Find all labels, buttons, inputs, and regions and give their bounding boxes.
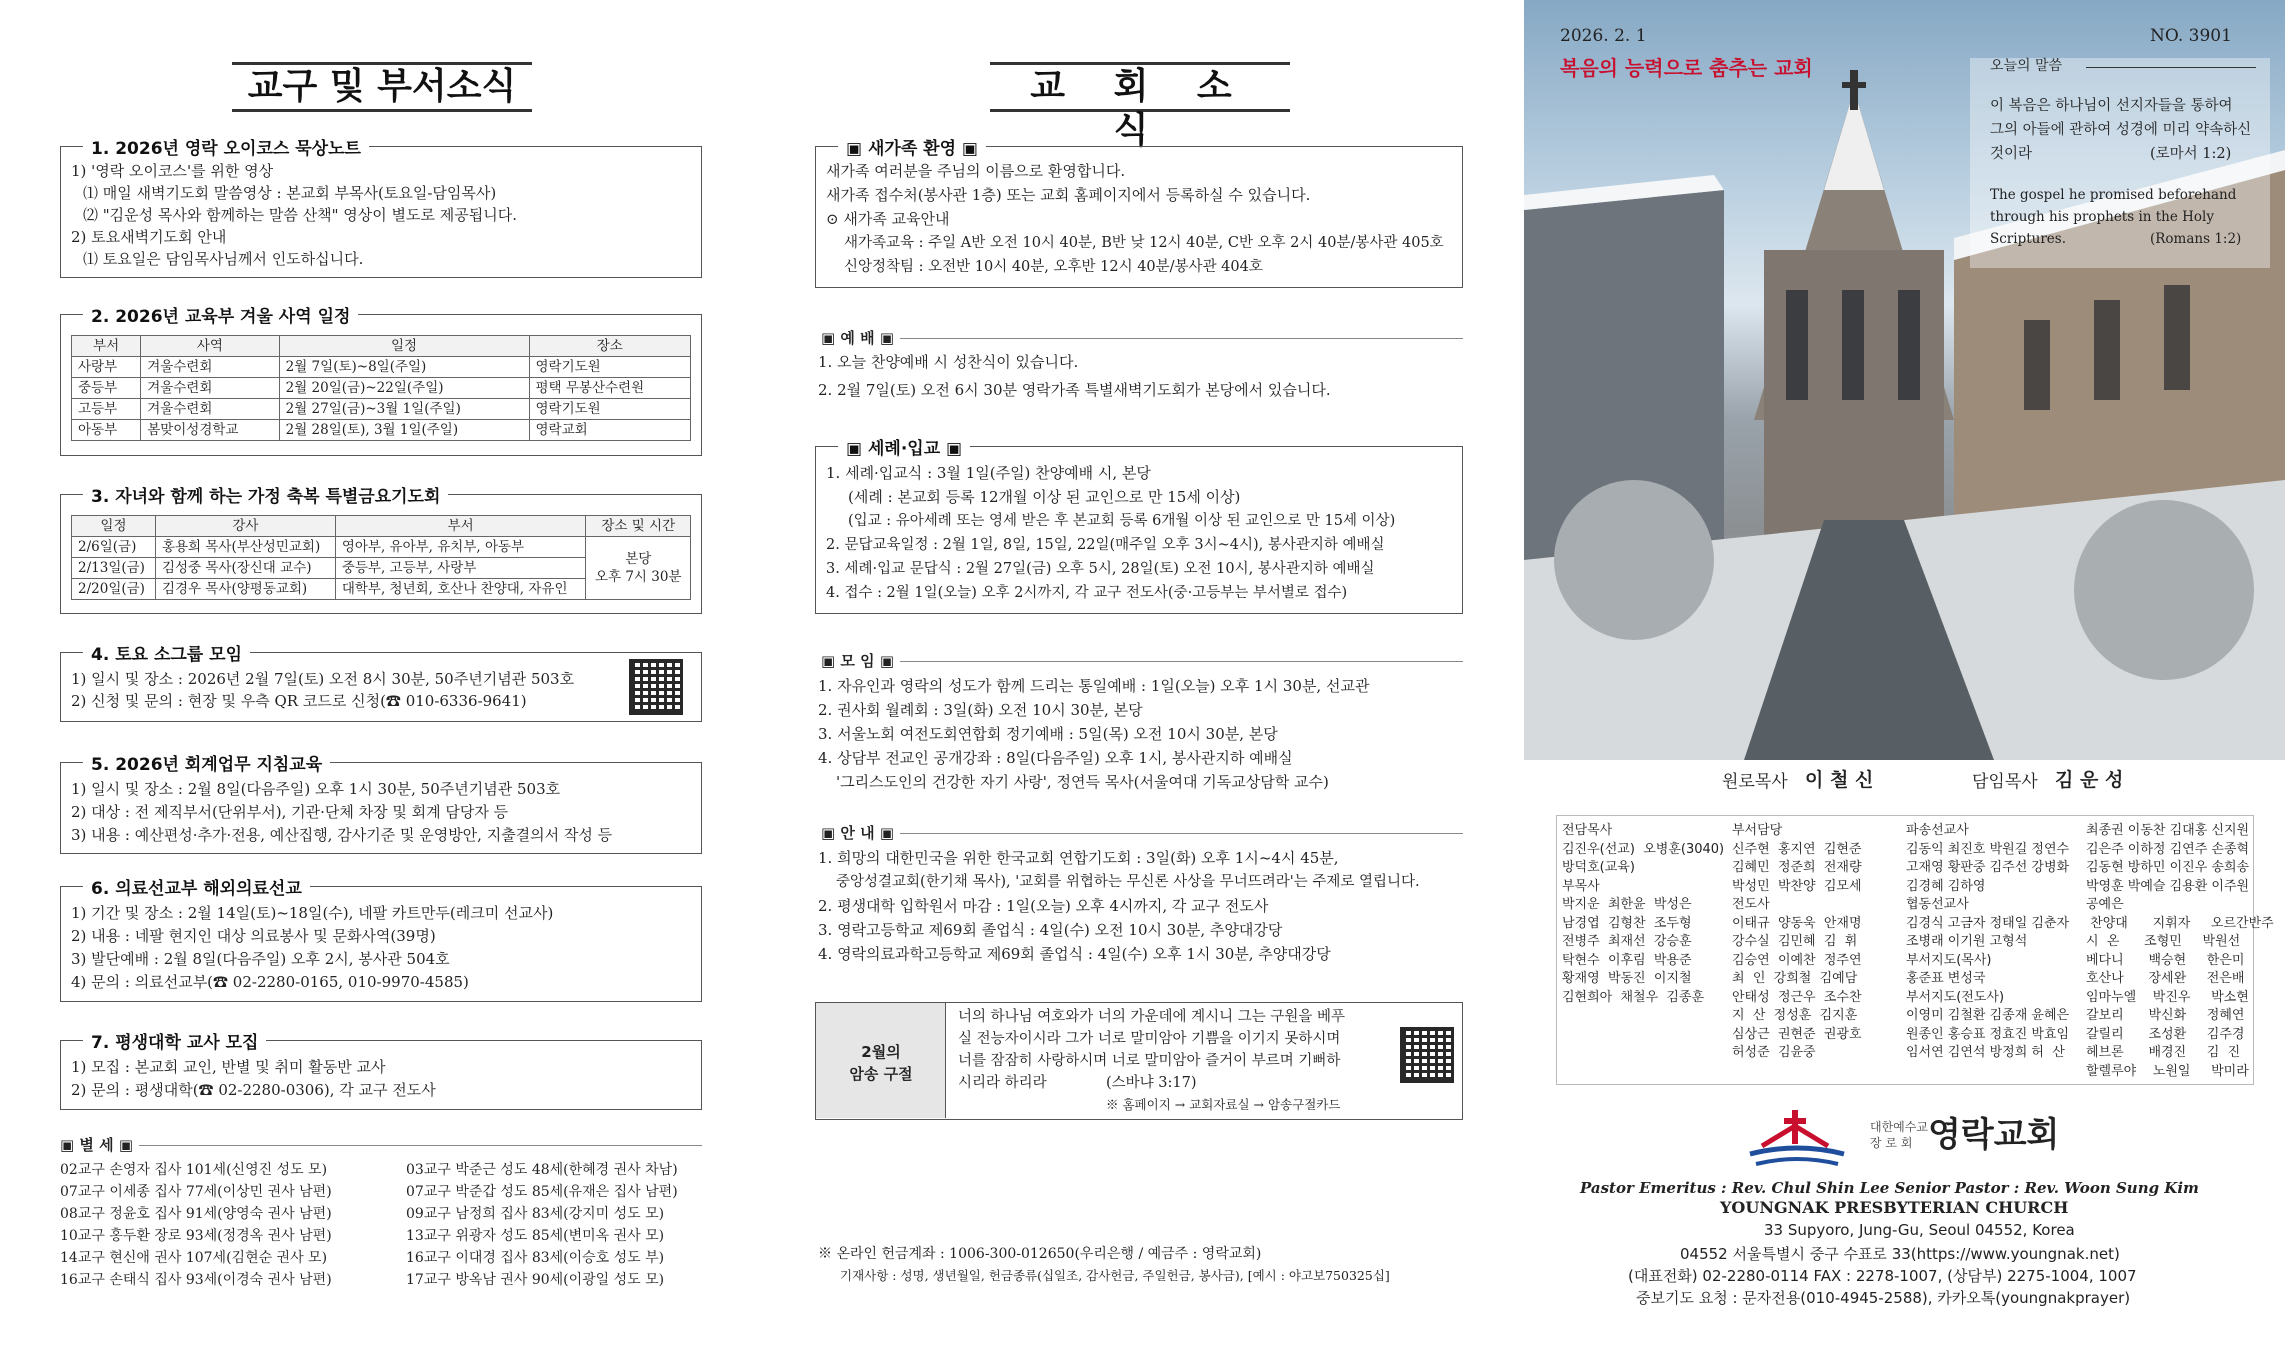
word-en-1: The gospel he promised beforehand bbox=[1990, 187, 2237, 203]
fri-col-dept: 부서 bbox=[335, 516, 586, 537]
obituary-2-4: 13교구 위광자 성도 85세(변미옥 권사 모) bbox=[406, 1228, 665, 1244]
section-medical-heading: 6. 의료선교부 해외의료선교 bbox=[83, 874, 310, 899]
cell: 고등부 bbox=[72, 399, 141, 420]
verse-line-1: 너의 하나님 여호와가 너의 가운데에 계시니 그는 구원을 베푸 bbox=[958, 1009, 1346, 1025]
oikos-line-5: ⑴ 토요일은 담임목사님께서 인도하십니다. bbox=[83, 250, 364, 268]
section-education bbox=[60, 307, 702, 456]
baptism-line-4: 2. 문답교육일정 : 2월 1일, 8일, 15일, 22일(매주일 오후 3시~4시), 봉사관지하 예배실 bbox=[826, 537, 1385, 553]
pastors-english: Pastor Emeritus : Rev. Chul Shin Lee Senior Pastor : Rev. Woon Sung Kim bbox=[1580, 1179, 2199, 1197]
oikos-line-3: ⑵ "김운성 목사와 함께하는 말씀 산책" 영상이 별도로 제공됩니다. bbox=[83, 206, 517, 224]
accounting-line-1: 1) 일시 및 장소 : 2월 8일(다음주일) 오후 1시 30분, 50주년기념관 503호 bbox=[71, 780, 561, 798]
edu-col-dept: 부서 bbox=[72, 336, 141, 357]
meeting-line-3: 3. 서울노회 여전도회연합회 정기예배 : 5일(목) 오전 10시 30분, 본당 bbox=[818, 725, 1278, 743]
baptism-heading: ▣ 세례·입교 ▣ bbox=[838, 434, 970, 459]
obituary-2-5: 16교구 이대경 집사 83세(이승호 성도 부) bbox=[406, 1250, 665, 1266]
section-accounting bbox=[60, 755, 702, 854]
guide-rule bbox=[815, 833, 1463, 834]
senior-pastor-label: 담임목사 bbox=[1972, 772, 2038, 792]
accounting-line-2: 2) 대상 : 전 제직부서(단위부서), 기관·단체 차장 및 회계 담당자 등 bbox=[71, 803, 509, 821]
new-family-line-3: ⊙ 새가족 교육안내 bbox=[826, 210, 950, 228]
middle-page-title: 교 회 소 식 bbox=[990, 62, 1290, 112]
obituary-2-1: 03교구 박준근 성도 48세(한혜경 권사 차남) bbox=[406, 1162, 678, 1178]
pastor-emeritus-label: 원로목사 bbox=[1722, 772, 1788, 792]
guide-line-1: 1. 희망의 대한민국을 위한 한국교회 연합기도회 : 3일(화) 오후 1시~4시 45분, bbox=[818, 849, 1339, 867]
worship-rule bbox=[815, 338, 1463, 339]
offering-account: ※ 온라인 헌금계좌 : 1006-300-012650(우리은행 / 예금주 : 영락교회) bbox=[818, 1246, 1262, 1262]
word-en-2: through his prophets in the Holy bbox=[1990, 209, 2214, 225]
guide-line-4: 3. 영락고등학교 제69회 졸업식 : 4일(수) 오전 10시 30분, 추양대강당 bbox=[818, 921, 1283, 939]
cell: 2월 20일(금)~22일(주일) bbox=[279, 378, 529, 399]
verse-line-4: 시리라 하리라 bbox=[958, 1075, 1047, 1091]
baptism-line-6: 4. 접수 : 2월 1일(오늘) 오후 2시까지, 각 교구 전도사(중·고등부는 부서별로 접수) bbox=[826, 585, 1348, 601]
todays-word-label: 오늘의 말씀 bbox=[1990, 58, 2063, 74]
word-label-rule bbox=[2086, 67, 2256, 68]
table-row bbox=[72, 399, 691, 420]
meeting-rule bbox=[815, 661, 1463, 662]
section-baptism bbox=[815, 439, 1463, 614]
new-family-line-4: 새가족교육 : 주일 A반 오전 10시 40분, B반 낮 12시 40분, C반 오후 2시 40분/봉사관 405호 bbox=[844, 235, 1444, 251]
obituary-2-6: 17교구 방옥남 권사 90세(이광일 성도 모) bbox=[406, 1272, 665, 1288]
teacher-line-1: 1) 모집 : 본교회 교인, 반별 및 취미 활동반 교사 bbox=[71, 1058, 386, 1076]
meeting-heading: ▣ 모 임 ▣ bbox=[815, 650, 900, 671]
obituary-heading: ▣ 별 세 ▣ bbox=[54, 1134, 139, 1155]
memory-verse-label-2: 암송 구절 bbox=[849, 1065, 913, 1083]
meeting-line-1: 1. 자유인과 영락의 성도가 함께 드리는 통일예배 : 1일(오늘) 오후 1시 30분, 선교관 bbox=[818, 677, 1370, 695]
small-group-line-1: 1) 일시 및 장소 : 2026년 2월 7일(토) 오전 8시 30분, 50주년기념관 503호 bbox=[71, 670, 575, 688]
obituary-1-2: 07교구 이세종 집사 77세(이상민 권사 남편) bbox=[60, 1184, 332, 1200]
cell: 2월 28일(토), 3월 1일(주일) bbox=[279, 420, 529, 441]
cell: 겨울수련회 bbox=[141, 357, 279, 378]
cell: 2/20일(금) bbox=[72, 579, 156, 600]
senior-pastor-name: 김 운 성 bbox=[2055, 769, 2124, 791]
edu-col-place: 장소 bbox=[529, 336, 691, 357]
guide-line-5: 4. 영락의료과학고등학교 제69회 졸업식 : 4일(수) 오후 1시 30분, 추양대강당 bbox=[818, 945, 1331, 963]
baptism-line-3: (입교 : 유아세례 또는 영세 받은 후 본교회 등록 6개월 이상 된 교인으로 만 15세 이상) bbox=[848, 513, 1396, 529]
edu-col-work: 사역 bbox=[141, 336, 279, 357]
edu-col-date: 일정 bbox=[279, 336, 529, 357]
section-small-group-heading: 4. 토요 소그룹 모임 bbox=[83, 640, 250, 665]
verse-note: ※ 홈페이지 → 교회자료실 → 암송구절카드 bbox=[1106, 1097, 1341, 1112]
fri-time: 오후 7시 30분 bbox=[594, 569, 682, 585]
obituary-1-3: 08교구 정윤호 집사 91세(양영숙 권사 남편) bbox=[60, 1206, 332, 1222]
obituary-rule bbox=[60, 1145, 702, 1146]
word-en-3: Scriptures. bbox=[1990, 231, 2067, 247]
obituary-1-4: 10교구 홍두환 장로 93세(정경옥 권사 남편) bbox=[60, 1228, 332, 1244]
church-name-en: YOUNGNAK PRESBYTERIAN CHURCH bbox=[1720, 1198, 2069, 1217]
address-korean: 04552 서울특별시 중구 수표로 33(https://www.youngnak.net) bbox=[1680, 1245, 2120, 1263]
teacher-line-2: 2) 문의 : 평생대학(☎ 02-2280-0306), 각 교구 전도사 bbox=[71, 1081, 436, 1099]
address-english: 33 Supyoro, Jung-Gu, Seoul 04552, Korea bbox=[1764, 1221, 2075, 1239]
section-friday-prayer bbox=[60, 487, 702, 614]
staff-column-4: 최종권 이동찬 김대홍 신지원 김은주 이하정 김연주 손종혁 김동현 방하민 이진우 송희송 박영훈 박예슬 김용환 이주원 공예은 찬양대 지휘자 오르간반주 시 온 조형민 박원선 베다니 백승현 한은미 호산나 장세완 전은배 임마누엘 박진우 박소현 갈보리 박신화 정혜연 갈릴리 조성환 김주경 헤브론 배경진 김 진 할렐루야 노원일 박미라 bbox=[2086, 823, 2274, 1079]
obituary-1-5: 14교구 현신애 권사 107세(김현순 권사 모) bbox=[60, 1250, 328, 1266]
education-table bbox=[71, 335, 691, 441]
memory-verse-label-1: 2월의 bbox=[861, 1043, 901, 1061]
baptism-line-2: (세례 : 본교회 등록 12개월 이상 된 교인으로 만 15세 이상) bbox=[848, 488, 1241, 506]
cell: 영아부, 유아부, 유치부, 아동부 bbox=[335, 537, 586, 558]
word-ko-ref: (로마서 1:2) bbox=[2150, 146, 2232, 162]
cell: 대학부, 청년회, 호산나 찬양대, 자유인 bbox=[335, 579, 586, 600]
cell: 중등부 bbox=[72, 378, 141, 399]
word-ko-1: 이 복음은 하나님이 선지자들을 통하여 bbox=[1990, 98, 2233, 114]
worship-heading: ▣ 예 배 ▣ bbox=[815, 327, 900, 348]
cell: 영락기도원 bbox=[529, 357, 691, 378]
table-row bbox=[72, 357, 691, 378]
meeting-line-2: 2. 권사회 월례회 : 3일(화) 오전 10시 30분, 본당 bbox=[818, 701, 1143, 719]
baptism-line-5: 3. 세례·입교 문답식 : 2월 27일(금) 오후 5시, 28일(토) 오전 10시, 봉사관지하 예배실 bbox=[826, 561, 1375, 577]
offering-note: 기재사항 : 성명, 생년월일, 헌금종류(십일조, 감사헌금, 주일헌금, 봉사금), [예시 : 야고보750325십] bbox=[840, 1268, 1390, 1283]
cell: 영락기도원 bbox=[529, 399, 691, 420]
section-small-group bbox=[60, 645, 702, 722]
meeting-line-5: '그리스도인의 건강한 자기 사랑', 정연득 목사(서울여대 기독교상담학 교수) bbox=[836, 773, 1329, 791]
oikos-line-4: 2) 토요새벽기도회 안내 bbox=[71, 228, 227, 246]
new-family-line-5: 신앙정착팀 : 오전반 10시 40분, 오후반 12시 40분/봉사관 404호 bbox=[844, 259, 1263, 275]
cell: 아동부 bbox=[72, 420, 141, 441]
fri-col-speaker: 강사 bbox=[155, 516, 335, 537]
phone-numbers: (대표전화) 02-2280-0114 FAX : 2278-1007, (상담부) 2275-1004, 1007 bbox=[1628, 1267, 2137, 1285]
cell: 김경우 목사(양평동교회) bbox=[155, 579, 335, 600]
church-logo-icon bbox=[1742, 1106, 1852, 1176]
qr-code-icon[interactable] bbox=[629, 659, 683, 715]
memory-verse-box bbox=[815, 1002, 1463, 1120]
word-en-ref: (Romans 1:2) bbox=[2150, 231, 2242, 247]
cell: 2월 7일(토)~8일(주일) bbox=[279, 357, 529, 378]
meeting-line-4: 4. 상담부 전교인 공개강좌 : 8일(다음주일) 오후 1시, 봉사관지하 예배실 bbox=[818, 749, 1293, 767]
new-family-line-2: 새가족 접수처(봉사관 1층) 또는 교회 홈페이지에서 등록하실 수 있습니다. bbox=[826, 186, 1311, 204]
new-family-heading: ▣ 새가족 환영 ▣ bbox=[838, 134, 986, 159]
cell: 사랑부 bbox=[72, 357, 141, 378]
guide-line-2: 중앙성결교회(한기채 목사), '교회를 위협하는 무신론 사상을 무너뜨려라'는 주제로 열립니다. bbox=[836, 874, 1420, 890]
obituary-2-3: 09교구 남정희 집사 83세(강지미 성도 모) bbox=[406, 1206, 665, 1222]
guide-line-3: 2. 평생대학 입학원서 마감 : 1일(오늘) 오후 4시까지, 각 교구 전도사 bbox=[818, 897, 1269, 915]
cell: 평택 무봉산수련원 bbox=[529, 378, 691, 399]
section-teacher-heading: 7. 평생대학 교사 모집 bbox=[83, 1028, 266, 1053]
church-name-ko: 영락교회 bbox=[1928, 1115, 2060, 1155]
cell: 2/13일(금) bbox=[72, 558, 156, 579]
word-ko-3: 것이라 bbox=[1990, 146, 2033, 162]
section-new-family bbox=[815, 139, 1463, 288]
church-motto: 복음의 능력으로 춤추는 교회 bbox=[1560, 56, 1813, 80]
pastor-emeritus-name: 이 철 신 bbox=[1805, 769, 1874, 791]
table-row bbox=[72, 537, 691, 558]
denomination-1: 대한예수교 bbox=[1870, 1120, 1928, 1134]
fri-place-cell bbox=[586, 537, 691, 600]
medical-line-4: 4) 문의 : 의료선교부(☎ 02-2280-0165, 010-9970-4585) bbox=[71, 973, 469, 991]
staff-column-3: 파송선교사 김동익 최진호 박원길 정연수 고재영 황판중 김주선 강병화 김경혜 김하영 협동선교사 김경식 고금자 정태일 김춘자 조병래 이기원 고형석 부서지도(목사) 홍준표 변성국 부서지도(전도사) 이영미 김철환 김종재 윤혜은 원종인 홍승표 정효진 박효임 임서연 김연석 방정희 허 산 bbox=[1906, 823, 2070, 1060]
section-friday-heading: 3. 자녀와 함께 하는 가정 축복 특별금요기도회 bbox=[83, 482, 448, 507]
issue-number: NO. 3901 bbox=[2150, 26, 2232, 46]
verse-ref: (스바냐 3:17) bbox=[1106, 1075, 1197, 1091]
baptism-line-1: 1. 세례·입교식 : 3월 1일(주일) 찬양예배 시, 본당 bbox=[826, 464, 1151, 482]
cell: 영락교회 bbox=[529, 420, 691, 441]
fri-col-place: 장소 및 시간 bbox=[586, 516, 691, 537]
medical-line-3: 3) 발단예배 : 2월 8일(다음주일) 오후 2시, 봉사관 504호 bbox=[71, 950, 450, 968]
cell: 2/6일(금) bbox=[72, 537, 156, 558]
table-row bbox=[72, 420, 691, 441]
cell: 중등부, 고등부, 사랑부 bbox=[335, 558, 586, 579]
section-medical-mission bbox=[60, 879, 702, 1002]
accounting-line-3: 3) 내용 : 예산편성·추가·전용, 예산집행, 감사기준 및 운영방안, 지출결의서 작성 등 bbox=[71, 826, 613, 844]
verse-qr-code-icon[interactable] bbox=[1400, 1027, 1454, 1083]
cell: 2월 27일(금)~3월 1일(주일) bbox=[279, 399, 529, 420]
friday-prayer-table bbox=[71, 515, 691, 600]
verse-line-3: 너를 잠잠히 사랑하시며 너로 말미암아 즐거이 부르며 기뻐하 bbox=[958, 1053, 1341, 1069]
fri-place: 본당 bbox=[625, 551, 652, 567]
staff-column-1: 전담목사 김진우(선교) 오병훈(3040) 방덕호(교육) 부목사 박지운 최한윤 박성은 남경엽 김형찬 조두형 전병주 최재선 강승훈 탁현수 이후림 박용준 황재영 박동진 이지철 김현희아 채철우 김종훈 bbox=[1562, 823, 1725, 1005]
guide-heading: ▣ 안 내 ▣ bbox=[815, 822, 900, 843]
obituary-2-2: 07교구 박준갑 성도 85세(유재은 집사 남편) bbox=[406, 1184, 678, 1200]
obituary-1-1: 02교구 손영자 집사 101세(신영진 성도 모) bbox=[60, 1162, 328, 1178]
worship-line-2: 2. 2월 7일(토) 오전 6시 30분 영락가족 특별새벽기도회가 본당에서 있습니다. bbox=[818, 381, 1331, 399]
left-page-title: 교구 및 부서소식 bbox=[232, 62, 532, 112]
prayer-request: 중보기도 요청 : 문자전용(010-4945-2588), 카카오톡(youngnakprayer) bbox=[1636, 1289, 2131, 1307]
cell: 겨울수련회 bbox=[141, 378, 279, 399]
obituary-1-6: 16교구 손태식 집사 93세(이경숙 권사 남편) bbox=[60, 1272, 332, 1288]
new-family-line-1: 새가족 여러분을 주님의 이름으로 환영합니다. bbox=[826, 162, 1126, 180]
section-oikos-heading: 1. 2026년 영락 오이코스 묵상노트 bbox=[83, 134, 369, 159]
staff-column-2: 부서담당 신주현 홍지연 김현준 김혜민 정준희 전재량 박성민 박찬양 김모세 전도사 이태규 양동욱 안재명 강수실 김민혜 김 휘 김승연 이예찬 정주연 최 인 강희철 김예담 안태성 정근우 조수찬 지 산 정성훈 김지훈 심상근 권현준 권광호 허성준 김윤중 bbox=[1732, 823, 1862, 1060]
cell: 겨울수련회 bbox=[141, 399, 279, 420]
cell: 김성중 목사(장신대 교수) bbox=[155, 558, 335, 579]
oikos-line-2: ⑴ 매일 새벽기도회 말씀영상 : 본교회 부목사(토요일-담임목사) bbox=[83, 184, 497, 202]
fri-col-date: 일정 bbox=[72, 516, 156, 537]
oikos-line-1: 1) '영락 오이코스'를 위한 영상 bbox=[71, 162, 274, 180]
cell: 봄맞이성경학교 bbox=[141, 420, 279, 441]
small-group-line-2: 2) 신청 및 문의 : 현장 및 우측 QR 코드로 신청(☎ 010-6336-9641) bbox=[71, 692, 527, 710]
issue-date: 2026. 2. 1 bbox=[1560, 26, 1647, 46]
section-oikos bbox=[60, 139, 702, 278]
medical-line-1: 1) 기간 및 장소 : 2월 14일(토)~18일(수), 네팔 카트만두(레크미 선교사) bbox=[71, 904, 554, 922]
denomination-2: 장 로 회 bbox=[1870, 1136, 1913, 1150]
medical-line-2: 2) 내용 : 네팔 현지인 대상 의료봉사 및 문화사역(39명) bbox=[71, 927, 436, 945]
section-education-heading: 2. 2026년 교육부 겨울 사역 일정 bbox=[83, 302, 358, 327]
cell: 홍용희 목사(부산성민교회) bbox=[155, 537, 335, 558]
verse-line-2: 실 전능자이시라 그가 너로 말미암아 기쁨을 이기지 못하시며 bbox=[958, 1031, 1341, 1047]
section-accounting-heading: 5. 2026년 회계업무 지침교육 bbox=[83, 750, 330, 775]
table-row bbox=[72, 378, 691, 399]
section-teacher-recruit bbox=[60, 1033, 702, 1110]
worship-line-1: 1. 오늘 찬양예배 시 성찬식이 있습니다. bbox=[818, 353, 1079, 371]
word-ko-2: 그의 아들에 관하여 성경에 미리 약속하신 bbox=[1990, 122, 2252, 138]
